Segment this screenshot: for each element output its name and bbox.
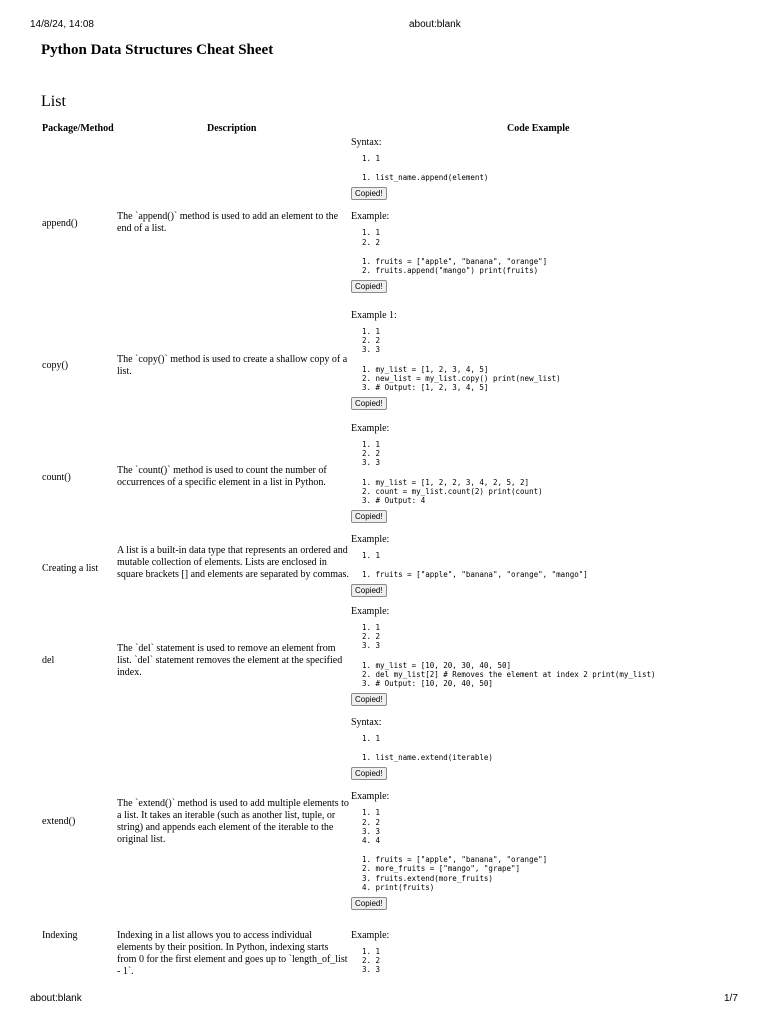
code-example-cell [351, 423, 751, 524]
code-example-cell [351, 606, 751, 707]
row-method-name: Creating a list [42, 563, 99, 574]
column-header-description: Description [207, 123, 257, 134]
line-numbers: 1. 1 2. 2 3. 3 [362, 947, 381, 975]
row-description: The `count()` method is used to count the number of occurrences of a specific element in a list in Python. [117, 465, 327, 488]
column-header-method: Package/Method [42, 123, 114, 134]
code-example-cell [351, 137, 751, 294]
code-lines: 1. fruits = ["apple", "banana", "orange", "mango"] [362, 570, 588, 580]
line-numbers: 1. 1 [362, 154, 381, 163]
code-lines: 1. my_list = [1, 2, 3, 4, 5] 2. new_list = my_list.copy() print(new_list) 3. # Output: [1, 2, 3, 4, 5] [362, 364, 561, 393]
code-example-cell [351, 534, 751, 598]
copy-button[interactable]: Copied! [351, 693, 387, 706]
copy-button[interactable]: Copied! [351, 510, 387, 523]
line-numbers: 1. 1 2. 2 3. 3 4. 4 [362, 808, 381, 846]
row-description: The `del` statement is used to remove an element from list. `del` statement removes the element at the specified index. [117, 643, 343, 678]
row-method-name: Indexing [42, 930, 78, 941]
code-label: Example: [351, 423, 390, 434]
line-numbers: 1. 1 [362, 734, 381, 743]
code-lines: 1. my_list = [10, 20, 30, 40, 50] 2. del my_list[2] # Removes the element at index 2 print(my_list) 3. # Output: [10, 20, 40, 50] [362, 660, 656, 689]
code-label: Syntax: [351, 137, 382, 148]
line-numbers: 1. 1 2. 2 3. 3 [362, 327, 381, 355]
print-page-title: about:blank [409, 19, 461, 30]
copy-button[interactable]: Copied! [351, 280, 387, 293]
row-description: A list is a built-in data type that represents an ordered and mutable collection of elements. Lists are enclosed in square brackets [] and elements are separated by commas. [117, 545, 349, 580]
page-number: 1/7 [724, 993, 738, 1004]
line-numbers: 1. 1 2. 2 3. 3 [362, 623, 381, 651]
section-heading-list: List [41, 93, 66, 110]
copy-button[interactable]: Copied! [351, 187, 387, 200]
line-numbers: 1. 1 2. 2 [362, 228, 381, 247]
print-datetime: 14/8/24, 14:08 [30, 19, 94, 30]
code-example-cell [351, 930, 751, 975]
row-description: The `append()` method is used to add an element to the end of a list. [117, 211, 339, 234]
code-lines: 1. fruits = ["apple", "banana", "orange"] 2. fruits.append("mango") print(fruits) [362, 256, 548, 276]
column-header-code-example: Code Example [507, 123, 570, 134]
code-example-cell [351, 310, 751, 411]
code-label: Syntax: [351, 717, 382, 728]
code-label: Example 1: [351, 310, 397, 321]
code-label: Example: [351, 791, 390, 803]
code-lines: 1. list_name.append(element) [362, 173, 489, 183]
code-label: Example: [351, 606, 390, 617]
row-description: The `extend()` method is used to add multiple elements to a list. It takes an iterable (such as another list, tuple, or string) and appends each element of the iterable to the original list. [117, 798, 349, 845]
copy-button[interactable]: Copied! [351, 897, 387, 910]
code-lines: 1. fruits = ["apple", "banana", "orange"] 2. more_fruits = ["mango", "grape"] 3. fruits.extend(more_fruits) 4. print(fruits) [362, 855, 548, 892]
code-label: Example: [351, 930, 390, 941]
code-label: Example: [351, 534, 390, 545]
row-description: Indexing in a list allows you to access individual elements by their position. In Python, indexing starts from 0 for the first element and goes up to `length_of_list - 1`. [117, 930, 348, 977]
row-method-name: copy() [42, 360, 69, 371]
copy-button[interactable]: Copied! [351, 767, 387, 780]
print-footer-url: about:blank [30, 993, 82, 1004]
line-numbers: 1. 1 [362, 551, 381, 560]
code-example-cell [351, 717, 751, 911]
code-lines: 1. my_list = [1, 2, 2, 3, 4, 2, 5, 2] 2. count = my_list.count(2) print(count) 3. # Output: 4 [362, 477, 543, 506]
copy-button[interactable]: Copied! [351, 584, 387, 597]
row-description: The `copy()` method is used to create a shallow copy of a list. [117, 354, 348, 377]
row-method-name: append() [42, 218, 78, 229]
row-method-name: del [42, 655, 55, 666]
row-method-name: count() [42, 472, 71, 483]
code-label: Example: [351, 211, 390, 223]
code-lines: 1. list_name.extend(iterable) [362, 753, 493, 763]
line-numbers: 1. 1 2. 2 3. 3 [362, 440, 381, 468]
copy-button[interactable]: Copied! [351, 397, 387, 410]
page-title: Python Data Structures Cheat Sheet [41, 42, 274, 58]
row-method-name: extend() [42, 816, 76, 827]
